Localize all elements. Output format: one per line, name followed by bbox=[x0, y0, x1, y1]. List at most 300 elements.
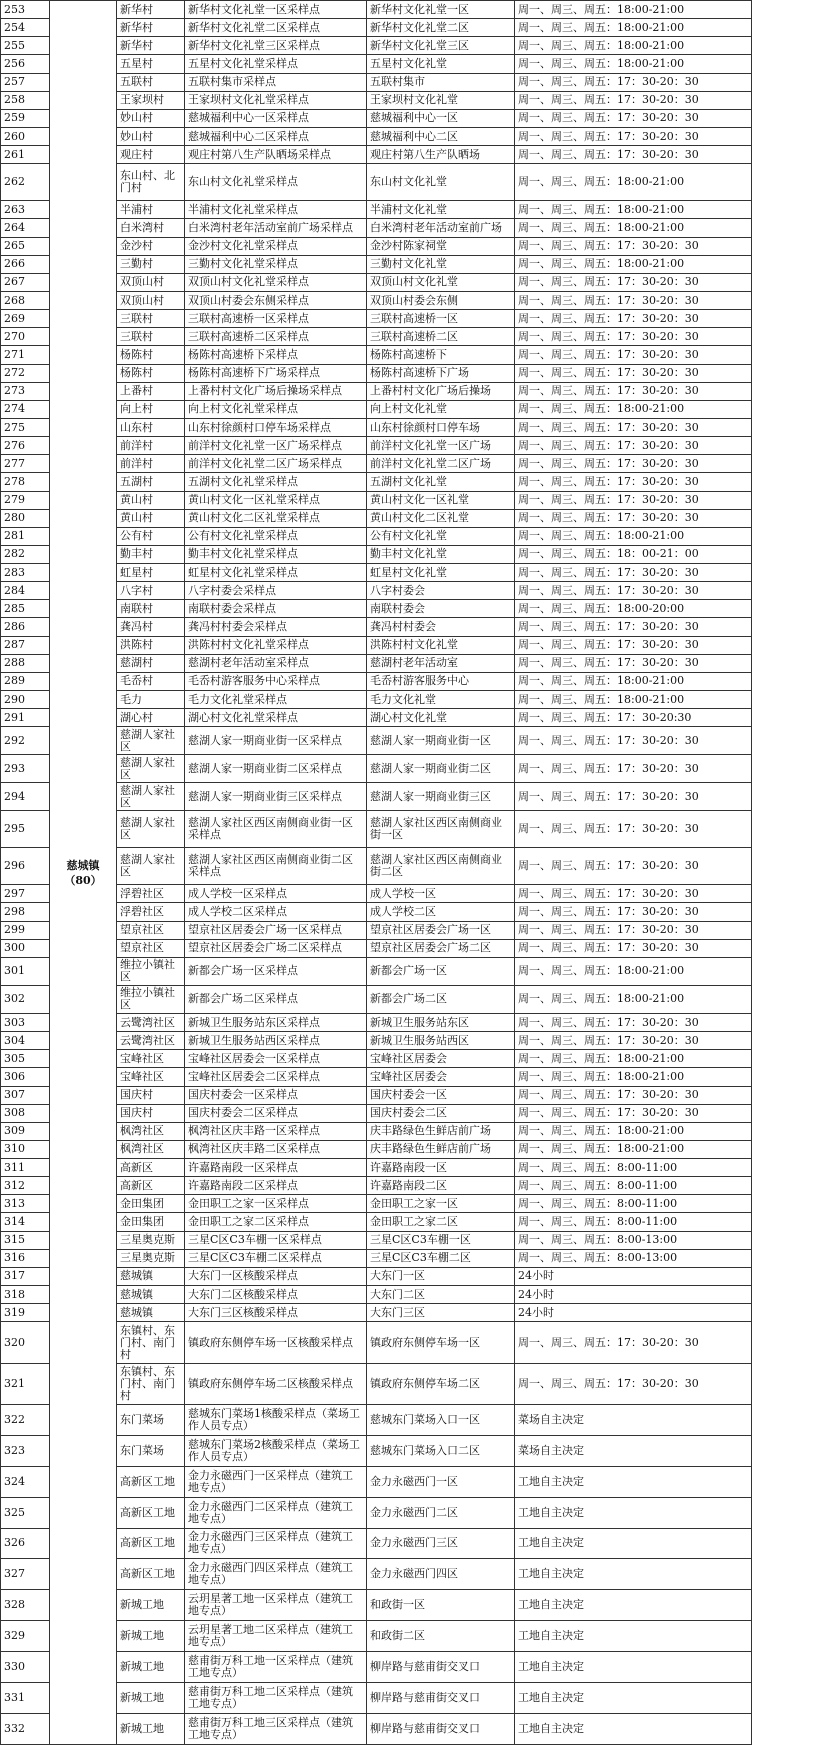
sampling-site-cell: 三联村高速桥二区采样点 bbox=[185, 328, 367, 346]
row-number-cell: 264 bbox=[1, 219, 50, 237]
row-number-cell: 268 bbox=[1, 291, 50, 309]
sampling-site-cell: 慈湖村老年活动室采样点 bbox=[185, 654, 367, 672]
sampling-site-cell: 八字村委会采样点 bbox=[185, 582, 367, 600]
row-number-cell: 306 bbox=[1, 1068, 50, 1086]
row-number-cell: 257 bbox=[1, 73, 50, 91]
location-cell: 虹星村文化礼堂 bbox=[367, 564, 515, 582]
location-cell: 新城卫生服务站东区 bbox=[367, 1013, 515, 1031]
row-number-cell: 309 bbox=[1, 1122, 50, 1140]
village-cell: 慈湖人家社区 bbox=[117, 848, 185, 885]
row-number-cell: 290 bbox=[1, 691, 50, 709]
location-cell: 慈城福利中心一区 bbox=[367, 109, 515, 127]
village-cell: 宝峰社区 bbox=[117, 1068, 185, 1086]
row-number-cell: 308 bbox=[1, 1104, 50, 1122]
village-cell: 前洋村 bbox=[117, 455, 185, 473]
village-cell: 维拉小镇社区 bbox=[117, 957, 185, 985]
location-cell: 王家坝村文化礼堂 bbox=[367, 91, 515, 109]
village-cell: 高新区 bbox=[117, 1177, 185, 1195]
row-number-cell: 307 bbox=[1, 1086, 50, 1104]
row-number-cell: 258 bbox=[1, 91, 50, 109]
location-cell: 杨陈村高速桥下广场 bbox=[367, 364, 515, 382]
row-number-cell: 284 bbox=[1, 582, 50, 600]
village-cell: 云鹭湾社区 bbox=[117, 1032, 185, 1050]
location-cell: 庆丰路绿色生鲜店前广场 bbox=[367, 1122, 515, 1140]
sampling-site-cell: 云玥星著工地二区采样点（建筑工地专点） bbox=[185, 1621, 367, 1652]
sampling-site-cell: 洪陈村村文化礼堂采样点 bbox=[185, 636, 367, 654]
table-body bbox=[1, 1, 752, 1745]
location-cell: 双顶山村委会东侧 bbox=[367, 291, 515, 309]
hours-cell: 周一、周三、周五：17：30-20：30 bbox=[515, 237, 752, 255]
sampling-site-cell: 新城卫生服务站东区采样点 bbox=[185, 1013, 367, 1031]
location-cell: 三联村高速桥一区 bbox=[367, 310, 515, 328]
row-number-cell: 327 bbox=[1, 1559, 50, 1590]
village-cell: 云鹭湾社区 bbox=[117, 1013, 185, 1031]
hours-cell: 周一、周三、周五：17：30-20：30 bbox=[515, 1104, 752, 1122]
village-cell: 高新区工地 bbox=[117, 1466, 185, 1497]
location-cell: 五星村文化礼堂 bbox=[367, 55, 515, 73]
hours-cell: 工地自主决定 bbox=[515, 1621, 752, 1652]
sampling-site-cell: 新华村文化礼堂三区采样点 bbox=[185, 37, 367, 55]
sampling-site-cell: 双顶山村委会东侧采样点 bbox=[185, 291, 367, 309]
hours-cell: 周一、周三、周五：17：30-20：30 bbox=[515, 1086, 752, 1104]
location-cell: 八字村委会 bbox=[367, 582, 515, 600]
location-cell: 和政街一区 bbox=[367, 1590, 515, 1621]
row-number-cell: 311 bbox=[1, 1159, 50, 1177]
row-number-cell: 283 bbox=[1, 564, 50, 582]
sampling-site-cell: 枫湾社区庆丰路一区采样点 bbox=[185, 1122, 367, 1140]
location-cell: 洪陈村村文化礼堂 bbox=[367, 636, 515, 654]
row-number-cell: 285 bbox=[1, 600, 50, 618]
sampling-site-cell: 金力永磁西门四区采样点（建筑工地专点） bbox=[185, 1559, 367, 1590]
row-number-cell: 312 bbox=[1, 1177, 50, 1195]
sampling-site-cell: 慈甫街万科工地二区采样点（建筑工地专点） bbox=[185, 1682, 367, 1713]
hours-cell: 周一、周三、周五：17：30-20：30 bbox=[515, 654, 752, 672]
location-cell: 新都会广场二区 bbox=[367, 985, 515, 1013]
village-cell: 八字村 bbox=[117, 582, 185, 600]
sampling-site-cell: 望京社区居委会广场一区采样点 bbox=[185, 921, 367, 939]
village-cell: 浮碧社区 bbox=[117, 903, 185, 921]
row-number-cell: 330 bbox=[1, 1651, 50, 1682]
sampling-site-cell: 许嘉路南段一区采样点 bbox=[185, 1159, 367, 1177]
location-cell: 公有村文化礼堂 bbox=[367, 527, 515, 545]
village-cell: 慈湖人家社区 bbox=[117, 811, 185, 848]
village-cell: 山东村 bbox=[117, 418, 185, 436]
hours-cell: 周一、周三、周五：17：30-20：30 bbox=[515, 418, 752, 436]
village-cell: 毛岙村 bbox=[117, 672, 185, 690]
village-cell: 宝峰社区 bbox=[117, 1050, 185, 1068]
hours-cell: 周一、周三、周五：17：30-20：30 bbox=[515, 755, 752, 783]
sampling-site-cell: 新城卫生服务站西区采样点 bbox=[185, 1032, 367, 1050]
location-cell: 三星C区C3车棚一区 bbox=[367, 1231, 515, 1249]
location-cell: 白米湾村老年活动室前广场 bbox=[367, 219, 515, 237]
hours-cell: 周一、周三、周五：17：30-20：30 bbox=[515, 885, 752, 903]
village-cell: 前洋村 bbox=[117, 437, 185, 455]
sampling-site-cell: 宝峰社区居委会二区采样点 bbox=[185, 1068, 367, 1086]
location-cell: 国庆村委会二区 bbox=[367, 1104, 515, 1122]
row-number-cell: 303 bbox=[1, 1013, 50, 1031]
location-cell: 勤丰村文化礼堂 bbox=[367, 545, 515, 563]
location-cell: 金力永磁西门四区 bbox=[367, 1559, 515, 1590]
location-cell: 杨陈村高速桥下 bbox=[367, 346, 515, 364]
village-cell: 杨陈村 bbox=[117, 346, 185, 364]
location-cell: 庆丰路绿色生鲜店前广场 bbox=[367, 1140, 515, 1158]
hours-cell: 周一、周三、周五：8:00-11:00 bbox=[515, 1195, 752, 1213]
location-cell: 慈湖人家社区西区南侧商业街二区 bbox=[367, 848, 515, 885]
row-number-cell: 282 bbox=[1, 545, 50, 563]
sampling-site-cell: 大东门一区核酸采样点 bbox=[185, 1267, 367, 1285]
row-number-cell: 318 bbox=[1, 1286, 50, 1304]
village-cell: 东山村、北门村 bbox=[117, 164, 185, 201]
row-number-cell: 265 bbox=[1, 237, 50, 255]
location-cell: 新华村文化礼堂二区 bbox=[367, 19, 515, 37]
location-cell: 前洋村文化礼堂一区广场 bbox=[367, 437, 515, 455]
village-cell: 东门菜场 bbox=[117, 1405, 185, 1436]
sampling-site-cell: 大东门三区核酸采样点 bbox=[185, 1304, 367, 1322]
row-number-cell: 310 bbox=[1, 1140, 50, 1158]
row-number-cell: 278 bbox=[1, 473, 50, 491]
village-cell: 慈湖人家社区 bbox=[117, 755, 185, 783]
village-cell: 东镇村、东门村、南门村 bbox=[117, 1322, 185, 1363]
hours-cell: 菜场自主决定 bbox=[515, 1436, 752, 1467]
hours-cell: 周一、周三、周五：17：30-20：30 bbox=[515, 364, 752, 382]
location-cell: 望京社区居委会广场二区 bbox=[367, 939, 515, 957]
row-number-cell: 271 bbox=[1, 346, 50, 364]
sampling-site-cell: 慈城东门菜场1核酸采样点（菜场工作人员专点） bbox=[185, 1405, 367, 1436]
village-cell: 妙山村 bbox=[117, 109, 185, 127]
row-number-cell: 273 bbox=[1, 382, 50, 400]
hours-cell: 周一、周三、周五：17：30-20：30 bbox=[515, 848, 752, 885]
sampling-site-cell: 国庆村委会二区采样点 bbox=[185, 1104, 367, 1122]
hours-cell: 周一、周三、周五：17：30-20：30 bbox=[515, 1013, 752, 1031]
sampling-site-cell: 宝峰社区居委会一区采样点 bbox=[185, 1050, 367, 1068]
hours-cell: 周一、周三、周五：17：30-20：30 bbox=[515, 73, 752, 91]
hours-cell: 周一、周三、周五：18:00-21:00 bbox=[515, 19, 752, 37]
village-cell: 高新区工地 bbox=[117, 1559, 185, 1590]
sampling-site-cell: 王家坝村文化礼堂采样点 bbox=[185, 91, 367, 109]
village-cell: 高新区 bbox=[117, 1159, 185, 1177]
hours-cell: 工地自主决定 bbox=[515, 1682, 752, 1713]
sampling-site-cell: 半浦村文化礼堂采样点 bbox=[185, 201, 367, 219]
village-cell: 勤丰村 bbox=[117, 545, 185, 563]
village-cell: 国庆村 bbox=[117, 1104, 185, 1122]
location-cell: 柳岸路与慈甫街交叉口 bbox=[367, 1682, 515, 1713]
hours-cell: 周一、周三、周五：8:00-11:00 bbox=[515, 1213, 752, 1231]
sampling-site-cell: 毛力文化礼堂采样点 bbox=[185, 691, 367, 709]
sampling-site-cell: 黄山村文化二区礼堂采样点 bbox=[185, 509, 367, 527]
hours-cell: 周一、周三、周五：18:00-21:00 bbox=[515, 527, 752, 545]
sampling-site-cell: 南联村委会采样点 bbox=[185, 600, 367, 618]
village-cell: 新城工地 bbox=[117, 1621, 185, 1652]
location-cell: 望京社区居委会广场一区 bbox=[367, 921, 515, 939]
village-cell: 慈城镇 bbox=[117, 1304, 185, 1322]
hours-cell: 周一、周三、周五：18:00-21:00 bbox=[515, 37, 752, 55]
row-number-cell: 294 bbox=[1, 783, 50, 811]
village-cell: 金田集团 bbox=[117, 1195, 185, 1213]
row-number-cell: 286 bbox=[1, 618, 50, 636]
sampling-site-cell: 三星C区C3车棚二区采样点 bbox=[185, 1249, 367, 1267]
village-cell: 新华村 bbox=[117, 19, 185, 37]
hours-cell: 周一、周三、周五：17：30-20：30 bbox=[515, 491, 752, 509]
row-number-cell: 322 bbox=[1, 1405, 50, 1436]
row-number-cell: 315 bbox=[1, 1231, 50, 1249]
location-cell: 柳岸路与慈甫街交叉口 bbox=[367, 1713, 515, 1744]
sampling-site-cell: 湖心村文化礼堂采样点 bbox=[185, 709, 367, 727]
town-cell bbox=[50, 1, 117, 1745]
village-cell: 五星村 bbox=[117, 55, 185, 73]
location-cell: 慈湖人家社区西区南侧商业街一区 bbox=[367, 811, 515, 848]
row-number-cell: 317 bbox=[1, 1267, 50, 1285]
location-cell: 许嘉路南段一区 bbox=[367, 1159, 515, 1177]
location-cell: 金力永磁西门二区 bbox=[367, 1497, 515, 1528]
hours-cell: 周一、周三、周五：17：30-20：30 bbox=[515, 473, 752, 491]
hours-cell: 周一、周三、周五：18:00-21:00 bbox=[515, 691, 752, 709]
row-number-cell: 281 bbox=[1, 527, 50, 545]
sampling-site-cell: 龚冯村村委会采样点 bbox=[185, 618, 367, 636]
village-cell: 黄山村 bbox=[117, 509, 185, 527]
location-cell: 双顶山村文化礼堂 bbox=[367, 273, 515, 291]
sampling-site-cell: 五湖村文化礼堂采样点 bbox=[185, 473, 367, 491]
row-number-cell: 266 bbox=[1, 255, 50, 273]
location-cell: 镇政府东侧停车场二区 bbox=[367, 1363, 515, 1404]
hours-cell: 工地自主决定 bbox=[515, 1559, 752, 1590]
sampling-site-cell: 前洋村文化礼堂一区广场采样点 bbox=[185, 437, 367, 455]
hours-cell: 24小时 bbox=[515, 1304, 752, 1322]
location-cell: 金沙村陈家祠堂 bbox=[367, 237, 515, 255]
row-number-cell: 289 bbox=[1, 672, 50, 690]
row-number-cell: 262 bbox=[1, 164, 50, 201]
location-cell: 许嘉路南段二区 bbox=[367, 1177, 515, 1195]
sampling-site-cell: 成人学校一区采样点 bbox=[185, 885, 367, 903]
row-number-cell: 297 bbox=[1, 885, 50, 903]
village-cell: 妙山村 bbox=[117, 127, 185, 145]
sampling-site-cell: 前洋村文化礼堂二区广场采样点 bbox=[185, 455, 367, 473]
row-number-cell: 272 bbox=[1, 364, 50, 382]
location-cell: 柳岸路与慈甫街交叉口 bbox=[367, 1651, 515, 1682]
row-number-cell: 304 bbox=[1, 1032, 50, 1050]
location-cell: 镇政府东侧停车场一区 bbox=[367, 1322, 515, 1363]
hours-cell: 24小时 bbox=[515, 1286, 752, 1304]
row-number-cell: 277 bbox=[1, 455, 50, 473]
village-cell: 望京社区 bbox=[117, 939, 185, 957]
village-cell: 新城工地 bbox=[117, 1682, 185, 1713]
hours-cell: 周一、周三、周五：17：30-20：30 bbox=[515, 1032, 752, 1050]
sampling-site-cell: 双顶山村文化礼堂采样点 bbox=[185, 273, 367, 291]
hours-cell: 周一、周三、周五：17：30-20：30 bbox=[515, 382, 752, 400]
village-cell: 三星奥克斯 bbox=[117, 1231, 185, 1249]
village-cell: 新城工地 bbox=[117, 1651, 185, 1682]
row-number-cell: 325 bbox=[1, 1497, 50, 1528]
village-cell: 三星奥克斯 bbox=[117, 1249, 185, 1267]
hours-cell: 周一、周三、周五：18:00-21:00 bbox=[515, 164, 752, 201]
sampling-site-cell: 慈甫街万科工地三区采样点（建筑工地专点） bbox=[185, 1713, 367, 1744]
row-number-cell: 321 bbox=[1, 1363, 50, 1404]
sampling-site-cell: 成人学校二区采样点 bbox=[185, 903, 367, 921]
village-cell: 东镇村、东门村、南门村 bbox=[117, 1363, 185, 1404]
hours-cell: 周一、周三、周五：17：30-20：30 bbox=[515, 939, 752, 957]
location-cell: 慈湖人家一期商业街三区 bbox=[367, 783, 515, 811]
sampling-site-cell: 观庄村第八生产队晒场采样点 bbox=[185, 146, 367, 164]
hours-cell: 工地自主决定 bbox=[515, 1497, 752, 1528]
row-number-cell: 269 bbox=[1, 310, 50, 328]
location-cell: 金田职工之家二区 bbox=[367, 1213, 515, 1231]
row-number-cell: 253 bbox=[1, 1, 50, 19]
row-number-cell: 314 bbox=[1, 1213, 50, 1231]
village-cell: 慈湖人家社区 bbox=[117, 783, 185, 811]
sampling-site-cell: 新都会广场一区采样点 bbox=[185, 957, 367, 985]
table-row bbox=[1, 1, 752, 19]
village-cell: 双顶山村 bbox=[117, 273, 185, 291]
hours-cell: 周一、周三、周五：17：30-20：30 bbox=[515, 903, 752, 921]
sampling-site-cell: 慈城东门菜场2核酸采样点（菜场工作人员专点） bbox=[185, 1436, 367, 1467]
location-cell: 前洋村文化礼堂二区广场 bbox=[367, 455, 515, 473]
hours-cell: 周一、周三、周五：18:00-21:00 bbox=[515, 1068, 752, 1086]
hours-cell: 周一、周三、周五：17：30-20：30 bbox=[515, 636, 752, 654]
location-cell: 三星C区C3车棚二区 bbox=[367, 1249, 515, 1267]
row-number-cell: 301 bbox=[1, 957, 50, 985]
location-cell: 新华村文化礼堂三区 bbox=[367, 37, 515, 55]
row-number-cell: 323 bbox=[1, 1436, 50, 1467]
sampling-site-cell: 金力永磁西门一区采样点（建筑工地专点） bbox=[185, 1466, 367, 1497]
hours-cell: 周一、周三、周五：17：30-20：30 bbox=[515, 582, 752, 600]
sampling-site-cell: 云玥星著工地一区采样点（建筑工地专点） bbox=[185, 1590, 367, 1621]
hours-cell: 周一、周三、周五：17：30-20：30 bbox=[515, 727, 752, 755]
location-cell: 慈城东门菜场入口二区 bbox=[367, 1436, 515, 1467]
row-number-cell: 299 bbox=[1, 921, 50, 939]
location-cell: 成人学校一区 bbox=[367, 885, 515, 903]
sampling-site-cell: 三勤村文化礼堂采样点 bbox=[185, 255, 367, 273]
village-cell: 洪陈村 bbox=[117, 636, 185, 654]
hours-cell: 周一、周三、周五：17：30-20：30 bbox=[515, 811, 752, 848]
row-number-cell: 279 bbox=[1, 491, 50, 509]
row-number-cell: 254 bbox=[1, 19, 50, 37]
row-number-cell: 331 bbox=[1, 1682, 50, 1713]
village-cell: 观庄村 bbox=[117, 146, 185, 164]
hours-cell: 周一、周三、周五：18:00-21:00 bbox=[515, 201, 752, 219]
village-cell: 南联村 bbox=[117, 600, 185, 618]
sampling-site-cell: 白米湾村老年活动室前广场采样点 bbox=[185, 219, 367, 237]
village-cell: 杨陈村 bbox=[117, 364, 185, 382]
row-number-cell: 305 bbox=[1, 1050, 50, 1068]
hours-cell: 工地自主决定 bbox=[515, 1466, 752, 1497]
sampling-site-cell: 三星C区C3车棚一区采样点 bbox=[185, 1231, 367, 1249]
village-cell: 新城工地 bbox=[117, 1713, 185, 1744]
hours-cell: 周一、周三、周五：17：30-20：30 bbox=[515, 273, 752, 291]
village-cell: 双顶山村 bbox=[117, 291, 185, 309]
sampling-site-cell: 金田职工之家一区采样点 bbox=[185, 1195, 367, 1213]
sampling-site-cell: 望京社区居委会广场二区采样点 bbox=[185, 939, 367, 957]
village-cell: 三联村 bbox=[117, 310, 185, 328]
village-cell: 浮碧社区 bbox=[117, 885, 185, 903]
hours-cell: 周一、周三、周五：8:00-11:00 bbox=[515, 1177, 752, 1195]
sampling-site-cell: 勤丰村文化礼堂采样点 bbox=[185, 545, 367, 563]
location-cell: 成人学校二区 bbox=[367, 903, 515, 921]
village-cell: 枫湾社区 bbox=[117, 1122, 185, 1140]
sampling-site-cell: 镇政府东侧停车场一区核酸采样点 bbox=[185, 1322, 367, 1363]
hours-cell: 周一、周三、周五：17：30-20：30 bbox=[515, 310, 752, 328]
hours-cell: 周一、周三、周五：17：30-20：30 bbox=[515, 127, 752, 145]
location-cell: 三勤村文化礼堂 bbox=[367, 255, 515, 273]
location-cell: 大东门二区 bbox=[367, 1286, 515, 1304]
row-number-cell: 287 bbox=[1, 636, 50, 654]
sampling-site-cell: 金沙村文化礼堂采样点 bbox=[185, 237, 367, 255]
village-cell: 国庆村 bbox=[117, 1086, 185, 1104]
town-site-count: （80） bbox=[64, 873, 102, 887]
location-cell: 金力永磁西门一区 bbox=[367, 1466, 515, 1497]
sampling-site-cell: 三联村高速桥一区采样点 bbox=[185, 310, 367, 328]
row-number-cell: 313 bbox=[1, 1195, 50, 1213]
sampling-site-cell: 慈湖人家一期商业街三区采样点 bbox=[185, 783, 367, 811]
hours-cell: 24小时 bbox=[515, 1267, 752, 1285]
row-number-cell: 274 bbox=[1, 400, 50, 418]
location-cell: 宝峰社区居委会 bbox=[367, 1050, 515, 1068]
location-cell: 山东村徐颜村口停车场 bbox=[367, 418, 515, 436]
sampling-site-cell: 新都会广场二区采样点 bbox=[185, 985, 367, 1013]
location-cell: 新都会广场一区 bbox=[367, 957, 515, 985]
hours-cell: 周一、周三、周五：17：30-20：30 bbox=[515, 109, 752, 127]
location-cell: 金田职工之家一区 bbox=[367, 1195, 515, 1213]
location-cell: 黄山村文化二区礼堂 bbox=[367, 509, 515, 527]
location-cell: 向上村文化礼堂 bbox=[367, 400, 515, 418]
row-number-cell: 298 bbox=[1, 903, 50, 921]
village-cell: 王家坝村 bbox=[117, 91, 185, 109]
hours-cell: 周一、周三、周五：18:00-21:00 bbox=[515, 672, 752, 690]
hours-cell: 周一、周三、周五：17：30-20：30 bbox=[515, 564, 752, 582]
village-cell: 东门菜场 bbox=[117, 1436, 185, 1467]
village-cell: 维拉小镇社区 bbox=[117, 985, 185, 1013]
hours-cell: 周一、周三、周五：18：00-21：00 bbox=[515, 545, 752, 563]
village-cell: 龚冯村 bbox=[117, 618, 185, 636]
sampling-site-cell: 慈城福利中心一区采样点 bbox=[185, 109, 367, 127]
hours-cell: 周一、周三、周五：17：30-20：30 bbox=[515, 91, 752, 109]
sampling-site-cell: 慈甫街万科工地一区采样点（建筑工地专点） bbox=[185, 1651, 367, 1682]
hours-cell: 周一、周三、周五：18:00-20:00 bbox=[515, 600, 752, 618]
row-number-cell: 261 bbox=[1, 146, 50, 164]
row-number-cell: 259 bbox=[1, 109, 50, 127]
village-cell: 白米湾村 bbox=[117, 219, 185, 237]
hours-cell: 周一、周三、周五：8:00-13:00 bbox=[515, 1231, 752, 1249]
location-cell: 新城卫生服务站西区 bbox=[367, 1032, 515, 1050]
location-cell: 南联村委会 bbox=[367, 600, 515, 618]
location-cell: 大东门一区 bbox=[367, 1267, 515, 1285]
row-number-cell: 319 bbox=[1, 1304, 50, 1322]
village-cell: 半浦村 bbox=[117, 201, 185, 219]
location-cell: 五联村集市 bbox=[367, 73, 515, 91]
location-cell: 东山村文化礼堂 bbox=[367, 164, 515, 201]
row-number-cell: 302 bbox=[1, 985, 50, 1013]
row-number-cell: 255 bbox=[1, 37, 50, 55]
village-cell: 新华村 bbox=[117, 1, 185, 19]
hours-cell: 周一、周三、周五：18:00-21:00 bbox=[515, 55, 752, 73]
hours-cell: 周一、周三、周五：17：30-20：30 bbox=[515, 346, 752, 364]
sampling-site-cell: 新华村文化礼堂二区采样点 bbox=[185, 19, 367, 37]
hours-cell: 周一、周三、周五：17：30-20：30 bbox=[515, 1363, 752, 1404]
village-cell: 五湖村 bbox=[117, 473, 185, 491]
hours-cell: 周一、周三、周五：18:00-21:00 bbox=[515, 985, 752, 1013]
hours-cell: 周一、周三、周五：18:00-21:00 bbox=[515, 957, 752, 985]
village-cell: 慈湖村 bbox=[117, 654, 185, 672]
village-cell: 五联村 bbox=[117, 73, 185, 91]
location-cell: 龚冯村村委会 bbox=[367, 618, 515, 636]
village-cell: 慈城镇 bbox=[117, 1267, 185, 1285]
row-number-cell: 329 bbox=[1, 1621, 50, 1652]
hours-cell: 周一、周三、周五：17：30-20:30 bbox=[515, 709, 752, 727]
row-number-cell: 326 bbox=[1, 1528, 50, 1559]
row-number-cell: 291 bbox=[1, 709, 50, 727]
hours-cell: 周一、周三、周五：17：30-20：30 bbox=[515, 291, 752, 309]
village-cell: 湖心村 bbox=[117, 709, 185, 727]
location-cell: 上番村村文化广场后操场 bbox=[367, 382, 515, 400]
row-number-cell: 260 bbox=[1, 127, 50, 145]
